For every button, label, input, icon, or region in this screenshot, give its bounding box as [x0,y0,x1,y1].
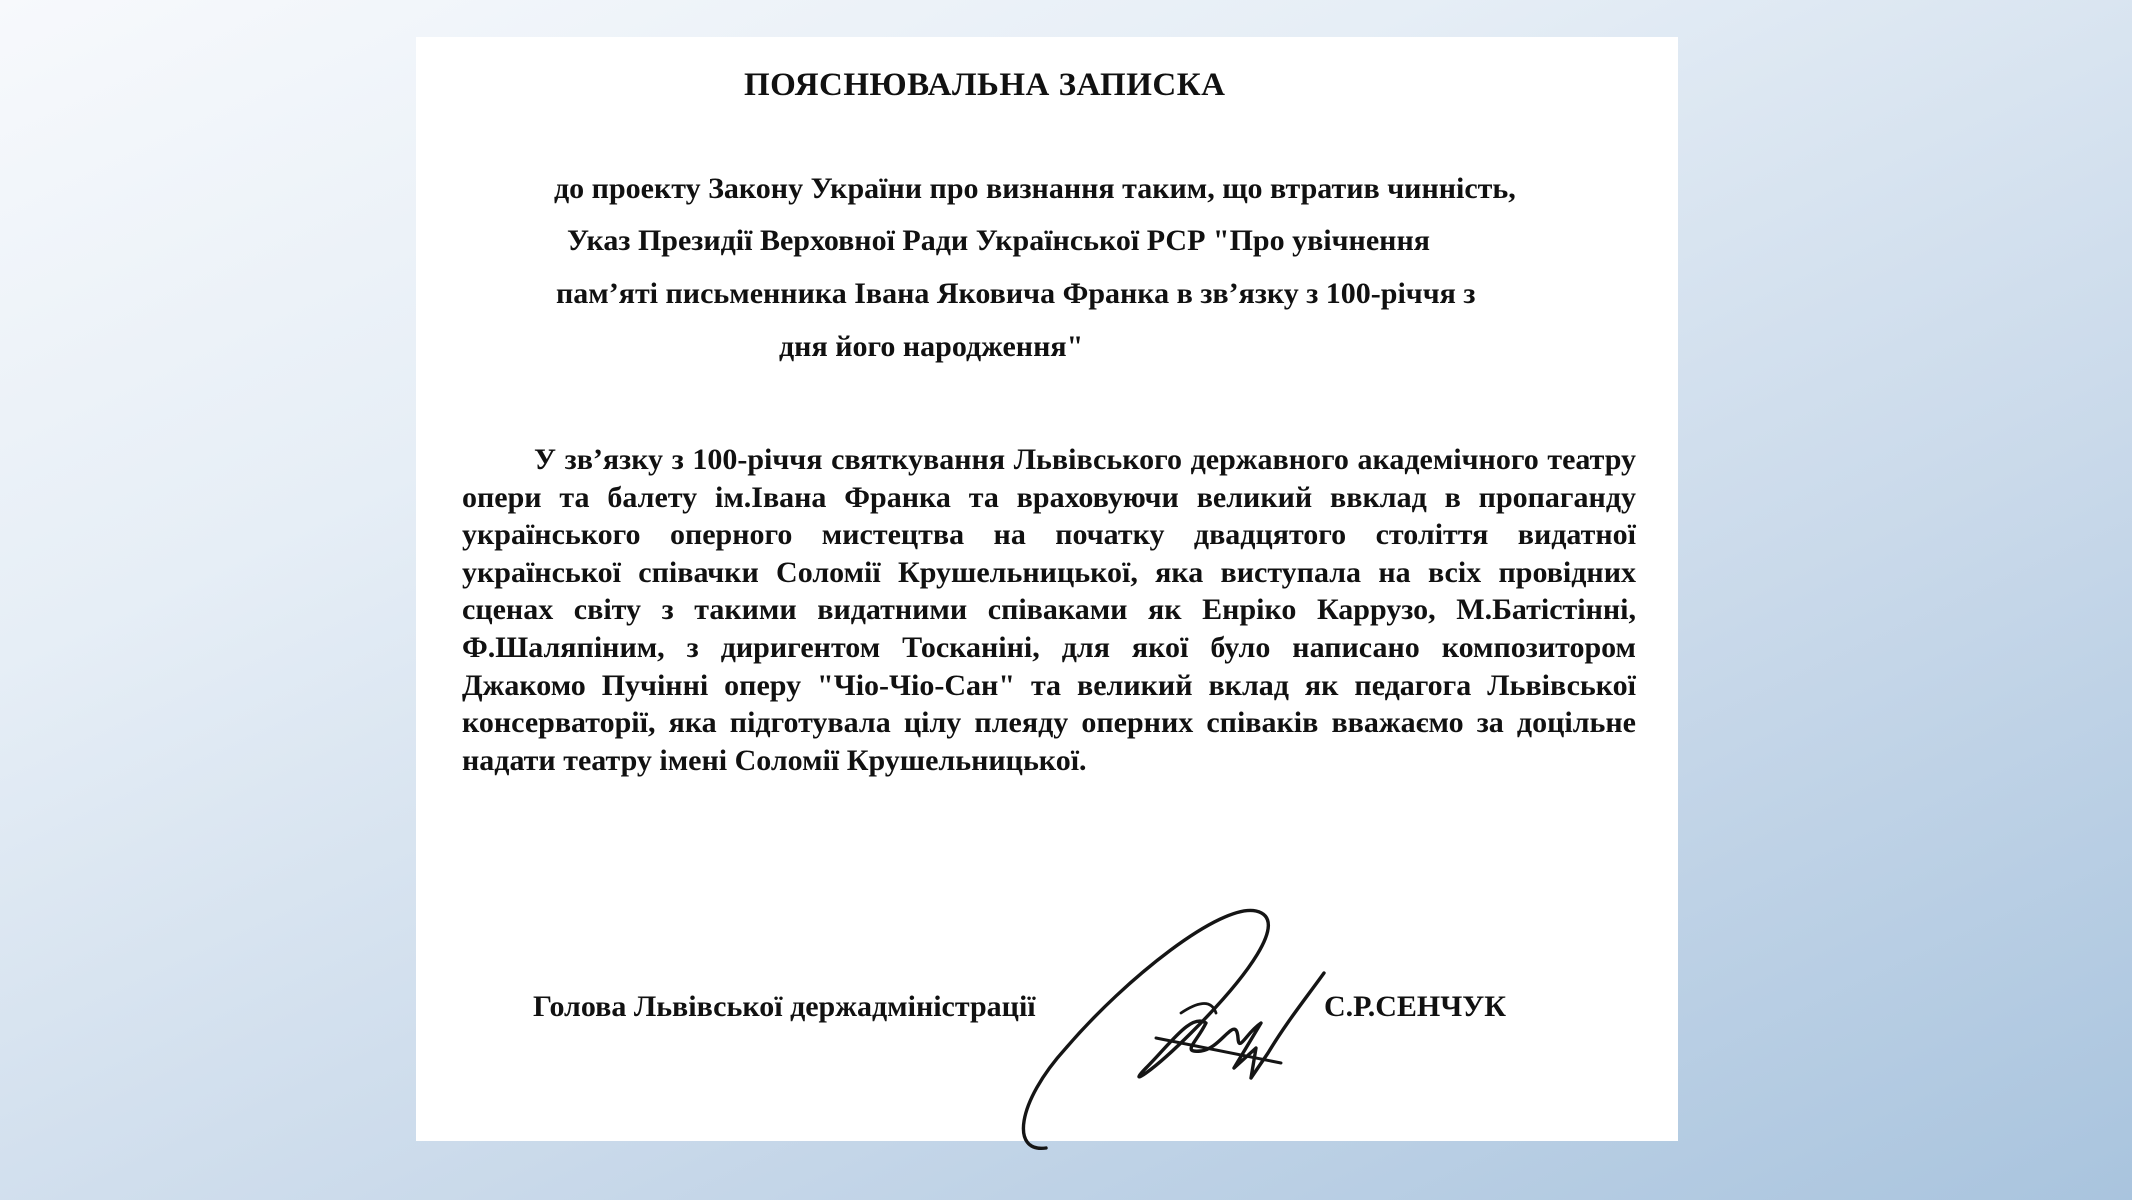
subject-line-2: Указ Президії Верховної Ради Української РСР "Про увічнення [567,224,1430,257]
subject-line-1: до проекту Закону України про визнання таким, що втратив чинність, [554,172,1516,205]
document-page [416,37,1678,1141]
signature-icon [1006,863,1366,1163]
subject-line-3: пам’яті письменника Івана Яковича Франка в зв’язку з 100-річчя з [556,277,1476,310]
signatory-name: С.Р.СЕНЧУК [1324,990,1507,1023]
signatory-title: Голова Львівської держадміністрації [533,990,1036,1023]
subject-line-4: дня його народження" [779,330,1084,363]
body-paragraph: У зв’язку з 100-річчя святкування Львівського державного академічного театру опери та балету ім.Івана Франка та враховуючи великий ввклад в пропаганду українського оперного мистецтва на початку двадцятого століття видатної української співачки Соломії Крушельницької, яка виступала на всіх провідних сценах світу з такими видатними співаками як Енріко Каррузо, М.Батістінні, Ф.Шаляпіним, з диригентом Тосканіні, для якої було написано композитором Джакомо Пучінні оперу "Чіо-Чіо-Сан" та великий вклад як педагога Львівської консерваторії, яка підготувала цілу плеяду оперних співаків вважаємо за доцільне надати театру імені Соломії Крушельницької. [462,443,1636,777]
document-title: ПОЯСНЮВАЛЬНА ЗАПИСКА [744,67,1226,103]
